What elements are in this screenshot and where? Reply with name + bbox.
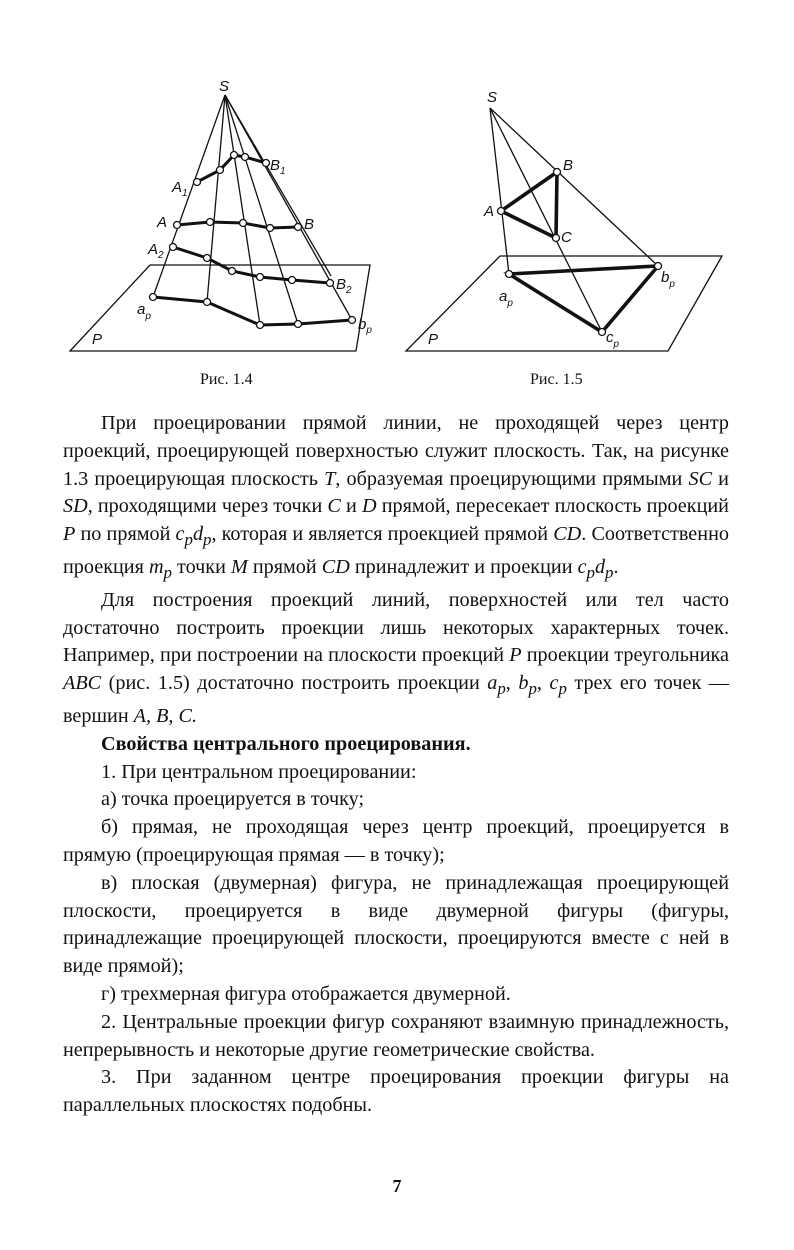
list-item: 1. При центральном проецировании: xyxy=(101,760,417,783)
list-item: б) прямая, не проходящая через центр проекций, проецируется в прямую (проецирующая прямая — в точку); xyxy=(63,816,729,867)
label-s-2: S xyxy=(487,89,498,106)
list-item: а) точка проецируется в точку; xyxy=(101,788,365,811)
section-heading: Свойства центрального проецирования. xyxy=(101,732,471,755)
line-ab xyxy=(177,222,298,228)
list-item: 3. При заданном центре проецирования проекции фигуры на параллельных плоскостях подобны. xyxy=(63,1066,729,1117)
figure-1-5 xyxy=(400,70,740,390)
caption-fig-1-5: Рис. 1.5 xyxy=(530,371,583,388)
body-text xyxy=(63,410,729,1120)
label-s: S xyxy=(219,78,230,95)
list-item: в) плоская (двумерная) фигура, не принадлежащая проецирующей плоскости, проецируется в виде двумерной фигуры (фигуры, принадлежащие проецирующей плоскости, проецируются вместе с ней в виде прямой); xyxy=(63,871,729,978)
label-b: B xyxy=(304,216,315,233)
label-bp-2: $b_p$ xyxy=(661,269,675,290)
label-b2: $B_2$ xyxy=(336,276,352,296)
label-cp-2: $c_p$ xyxy=(606,329,620,350)
label-bp: $b_p$ xyxy=(358,316,372,336)
list-item: г) трехмерная фигура отображается двумерной. xyxy=(101,983,511,1006)
triangle-abc xyxy=(501,172,557,238)
figure-1-4 xyxy=(60,70,400,390)
label-a-2: A xyxy=(484,203,495,220)
label-a1: $A_1$ xyxy=(172,179,188,199)
paragraph-1: При проецировании прямой линии, не проходящей через центр проекций, проецирующей поверхностью служит плоскость. Так, на рисунке 1.3 проецирующая плоскость T, образуемая проецирующими прямыми SC и SD, проходящими через точки C и D прямой, пересекает плоскость проекций P по прямой $c_pd_p$, которая и является проекцией прямой CD. Соответственно проекция $m_p$ точки M прямой CD принадлежит и проекции $c_pd_p$. xyxy=(63,412,729,583)
label-a2: $A_2$ xyxy=(148,241,164,261)
label-ap-2: $a_p$ xyxy=(499,288,513,309)
label-p: P xyxy=(92,331,103,348)
triangle-projection xyxy=(509,266,658,332)
label-a: A xyxy=(157,214,168,231)
figures-area xyxy=(60,70,740,390)
label-c-2: C xyxy=(561,229,572,246)
page-number: 7 xyxy=(392,1176,402,1196)
label-b1: $B_1$ xyxy=(270,157,286,177)
line-a1b1 xyxy=(197,155,266,182)
label-b-2: B xyxy=(563,157,574,174)
line-apbp xyxy=(153,297,352,325)
label-ap: $a_p$ xyxy=(137,301,151,322)
label-p-2: P xyxy=(428,331,439,348)
caption-fig-1-4: Рис. 1.4 xyxy=(200,371,253,388)
list-item: 2. Центральные проекции фигур сохраняют взаимную принадлежность, непрерывность и некоторые другие геометрические свойства. xyxy=(63,1010,729,1061)
paragraph-2: Для построения проекций линий, поверхностей или тел часто достаточно построить проекции лишь некоторых характерных точек. Например, при построении на плоскости проекций P проекции треугольника ABC (рис. 1.5) достаточно построить проекции $a_p$, $b_p$, $c_p$ трех его точек — вершин A, B, C. xyxy=(63,588,729,728)
